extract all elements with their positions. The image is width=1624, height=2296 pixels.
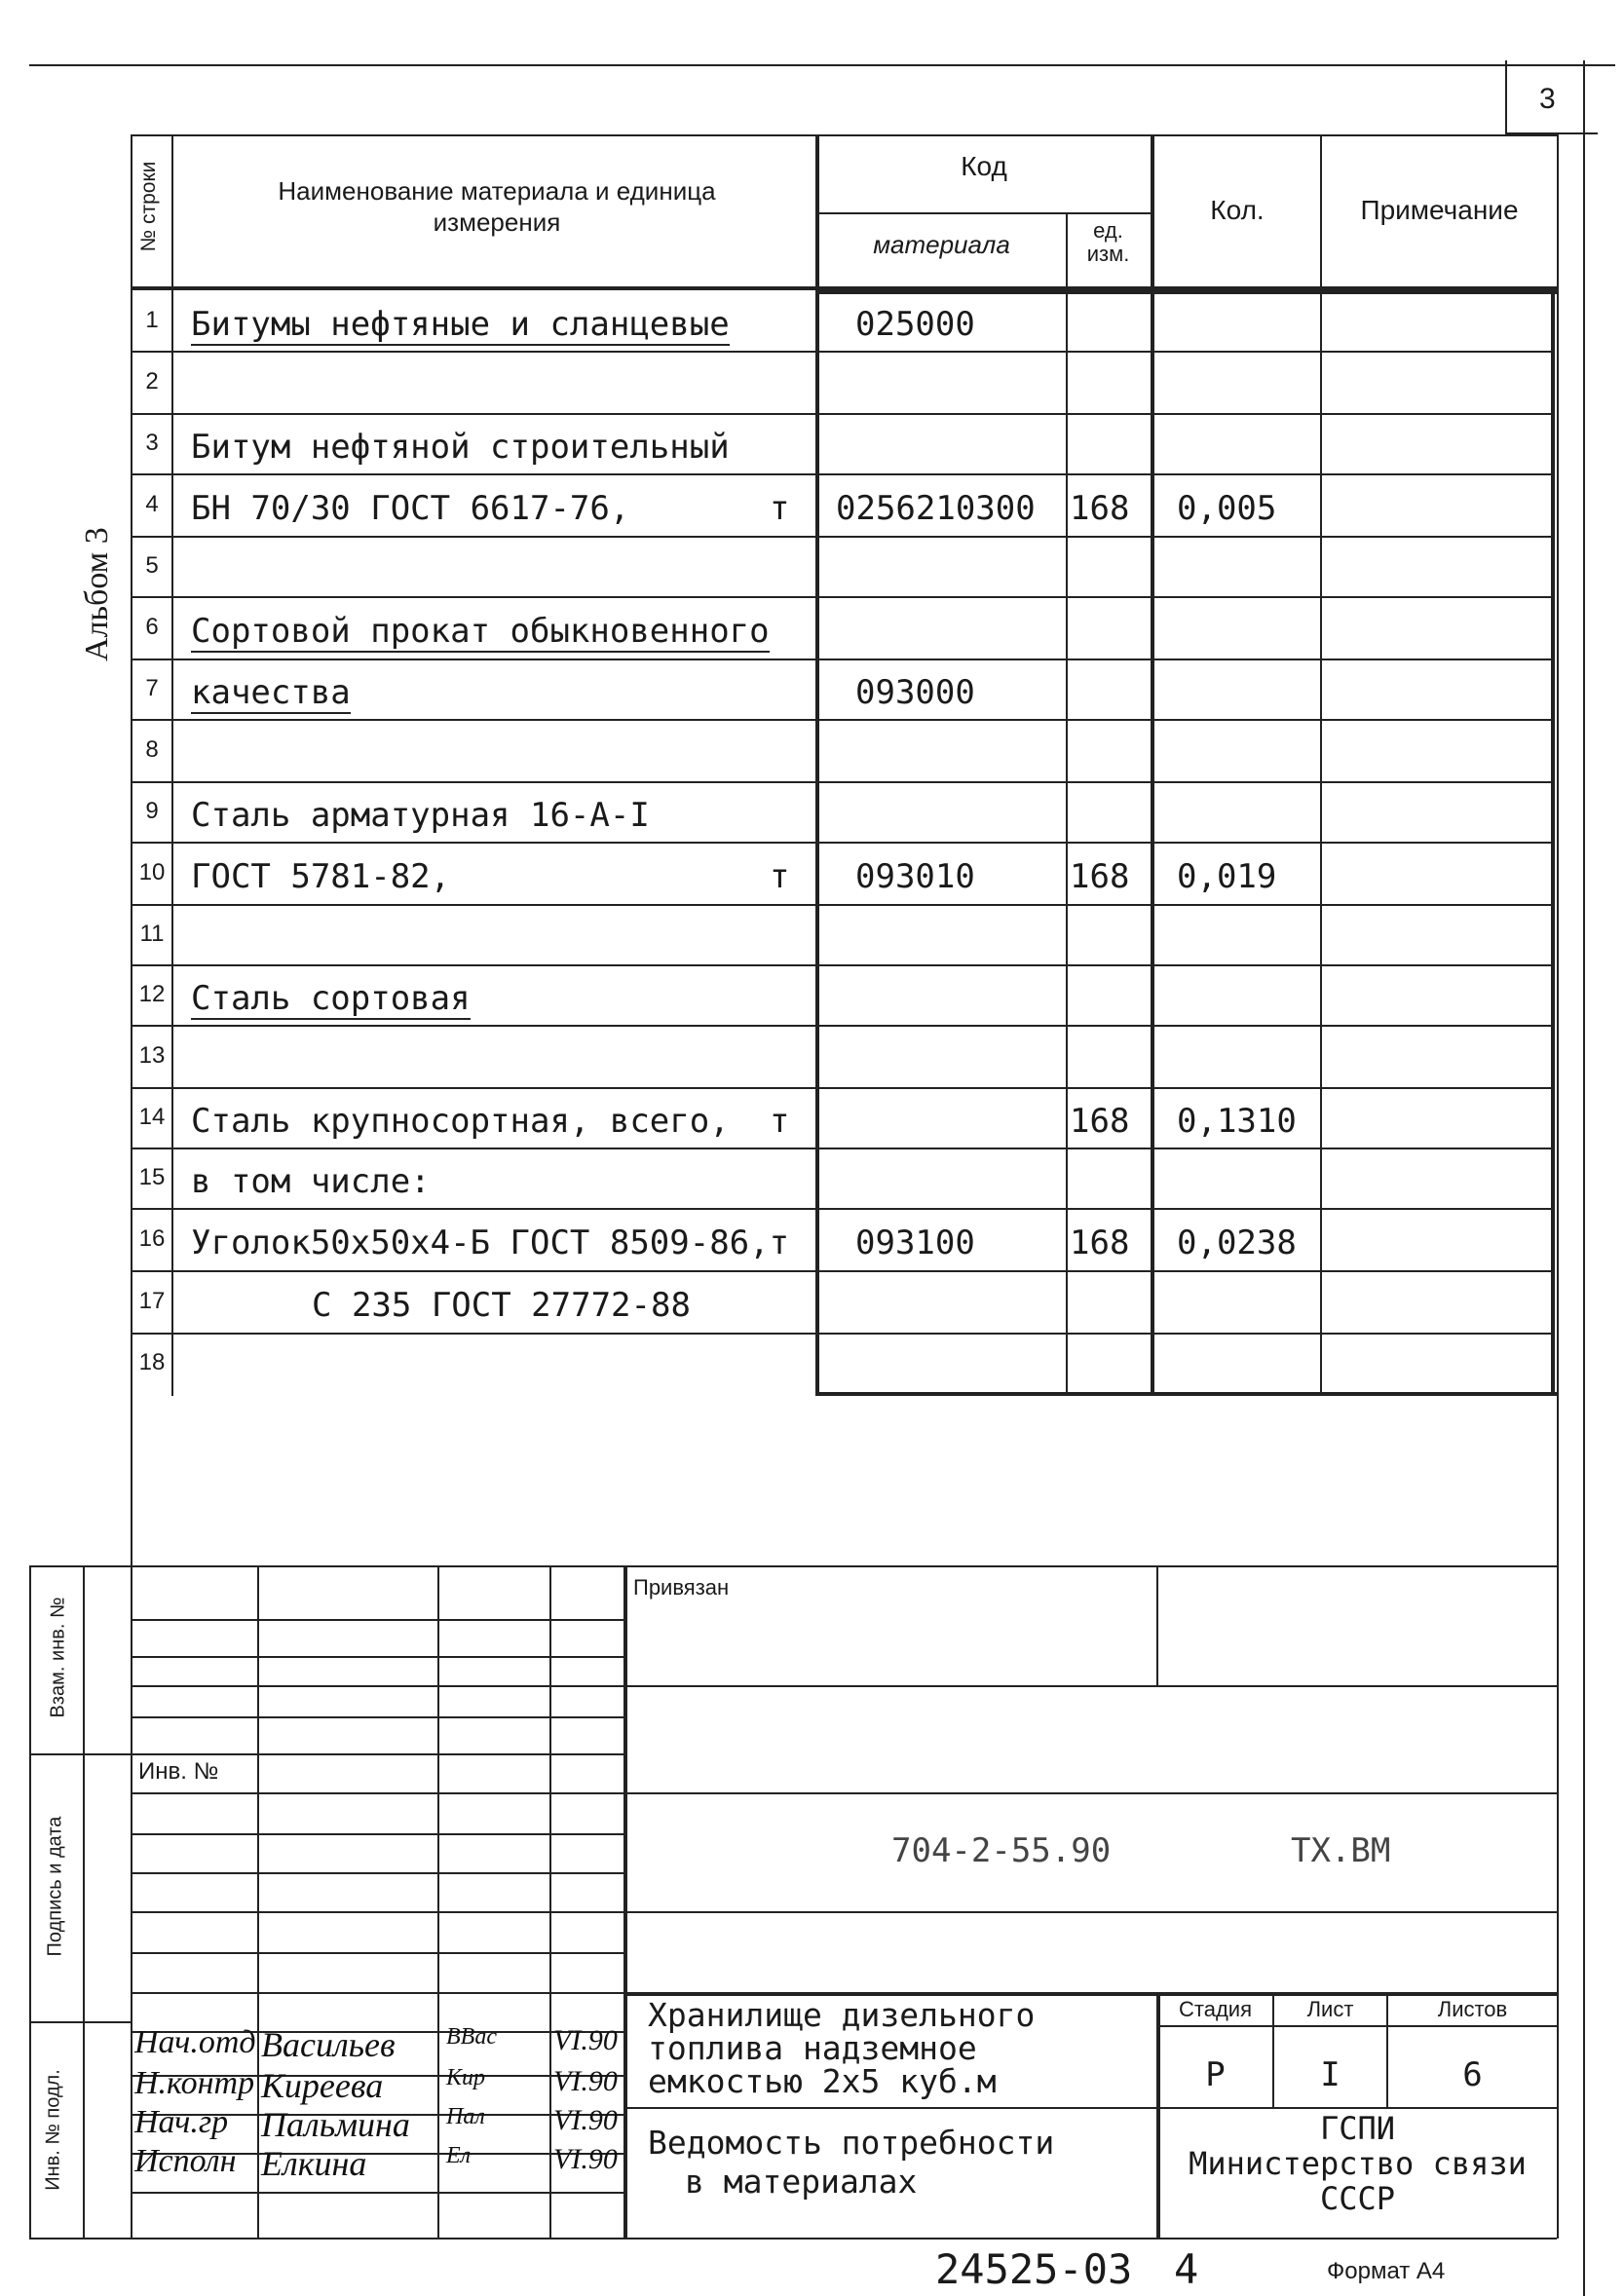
row-number: 1	[145, 307, 159, 333]
material-unit: т	[770, 1102, 790, 1141]
material-name: Битум нефтяной строительный	[191, 428, 730, 467]
org-block	[1158, 2111, 1557, 2216]
footer-format: Формат А4	[1327, 2258, 1446, 2284]
signer-name: Елкина	[261, 2144, 367, 2183]
material-name: С 235 ГОСТ 27772-88	[312, 1286, 691, 1325]
row-number: 18	[138, 1349, 166, 1375]
unit-code: 168	[1070, 857, 1130, 896]
row-number: 7	[145, 675, 159, 701]
header-code: Код	[961, 151, 1007, 181]
object-title-line-3: емкостью 2х5 куб.м	[648, 2062, 997, 2100]
row-number: 14	[138, 1104, 166, 1130]
header-qty: Кол.	[1210, 195, 1265, 225]
header-material: материала	[873, 230, 1010, 259]
signer-date: VI.90	[553, 2104, 618, 2136]
material-name: ГОСТ 5781-82,	[191, 857, 451, 896]
header-note: Примечание	[1360, 195, 1519, 225]
signer-signature: Ел	[446, 2143, 472, 2168]
album-label: Альбом 3	[79, 527, 115, 661]
row-number: 16	[138, 1225, 166, 1252]
material-unit: т	[770, 857, 790, 896]
material-name: Сталь арматурная 16-А-I	[191, 796, 650, 835]
material-name: Сталь крупносортная, всего,	[191, 1102, 730, 1141]
material-name: БН 70/30 ГОСТ 6617-76,	[191, 489, 630, 528]
footer-inv-number: 24525-03	[935, 2245, 1133, 2293]
header-row-no: № строки	[137, 161, 160, 252]
material-code: 0256210300	[836, 489, 1036, 528]
object-title	[648, 1996, 1036, 2100]
row-number: 11	[139, 921, 165, 947]
row-number: 13	[138, 1042, 166, 1069]
row-number: 17	[138, 1288, 166, 1314]
row-number: 4	[145, 491, 159, 517]
sheet-title	[648, 2124, 1054, 2202]
material-name: Сталь сортовая	[191, 979, 471, 1018]
material-name: в том числе:	[191, 1162, 431, 1201]
row-number: 10	[138, 859, 166, 885]
sheet-label: Лист	[1306, 1997, 1354, 2021]
row-number: 3	[145, 430, 159, 456]
doc-suffix: ТХ.ВМ	[1291, 1831, 1391, 1870]
stamp-podpis-data: Подпись и дата	[44, 1816, 66, 1957]
header-name: Наименование материала и единица измерения	[278, 176, 716, 237]
row-number: 6	[145, 614, 159, 640]
stamp-privyazan: Привязан	[633, 1575, 730, 1600]
unit-code: 168	[1070, 1102, 1130, 1141]
row-number: 8	[145, 736, 159, 763]
quantity: 0,1310	[1177, 1102, 1297, 1141]
material-unit: т	[770, 489, 790, 528]
signer-role: Нач.отд	[134, 2024, 256, 2060]
stamp-inv-podl: Инв. № подл.	[42, 2069, 64, 2191]
quantity: 0,005	[1177, 489, 1277, 528]
page-number: 3	[1539, 83, 1556, 115]
row-number: 2	[145, 368, 159, 395]
row-number: 9	[145, 798, 159, 824]
material-code: 093100	[855, 1223, 975, 1262]
unit-code: 168	[1070, 489, 1130, 528]
material-code: 025000	[855, 305, 975, 344]
stage-value: Р	[1205, 2055, 1226, 2094]
material-code: 093010	[855, 857, 975, 896]
sheet-title-line-2: в материалах	[685, 2163, 918, 2201]
signer-name: Васильев	[261, 2025, 396, 2064]
material-name: Уголок50х50х4-Б ГОСТ 8509-86,т	[191, 1223, 790, 1262]
signer-role: Н.контр	[134, 2065, 255, 2101]
signer-date: VI.90	[553, 2143, 618, 2175]
material-name: качества	[191, 673, 351, 712]
signer-signature: ВВас	[446, 2024, 497, 2050]
signer-date: VI.90	[553, 2065, 618, 2097]
sheets-value: 6	[1462, 2055, 1483, 2094]
signer-date: VI.90	[553, 2024, 618, 2056]
material-code: 093000	[855, 673, 975, 712]
row-number: 15	[138, 1164, 166, 1190]
signer-name: Киреева	[261, 2066, 384, 2105]
footer-copy: 4	[1174, 2245, 1199, 2293]
org-line-1: ГСПИ	[1319, 2110, 1396, 2147]
stage-label: Стадия	[1179, 1997, 1252, 2021]
row-number: 12	[138, 981, 166, 1007]
material-name: Битумы нефтяные и сланцевые	[191, 305, 730, 344]
signer-signature: Кир	[446, 2065, 485, 2090]
object-title-line-1: Хранилище дизельного	[648, 1996, 1036, 2034]
org-line-2: Министерство связи	[1189, 2145, 1527, 2182]
header-unit-code: ед. изм.	[1086, 218, 1130, 266]
stamp-vzam-inv: Взам. инв. №	[47, 1597, 69, 1718]
signer-role: Исполн	[134, 2143, 237, 2179]
doc-code: 704-2-55.90	[891, 1831, 1112, 1870]
stamp-inv-no: Инв. №	[138, 1758, 219, 1785]
signer-signature: Пал	[446, 2104, 485, 2129]
sheets-label: Листов	[1437, 1997, 1508, 2021]
quantity: 0,019	[1177, 857, 1277, 896]
material-name: Сортовой прокат обыкновенного	[191, 612, 770, 651]
sheet-title-line-1: Ведомость потребности	[648, 2124, 1055, 2162]
quantity: 0,0238	[1177, 1223, 1297, 1262]
sheet-value: I	[1320, 2055, 1341, 2094]
signer-role: Нач.гр	[134, 2104, 229, 2140]
org-line-3: СССР	[1319, 2180, 1396, 2217]
unit-code: 168	[1070, 1223, 1130, 1262]
object-title-line-2: топлива надземное	[648, 2029, 977, 2067]
signer-name: Пальмина	[261, 2105, 410, 2144]
row-number: 5	[145, 552, 159, 579]
